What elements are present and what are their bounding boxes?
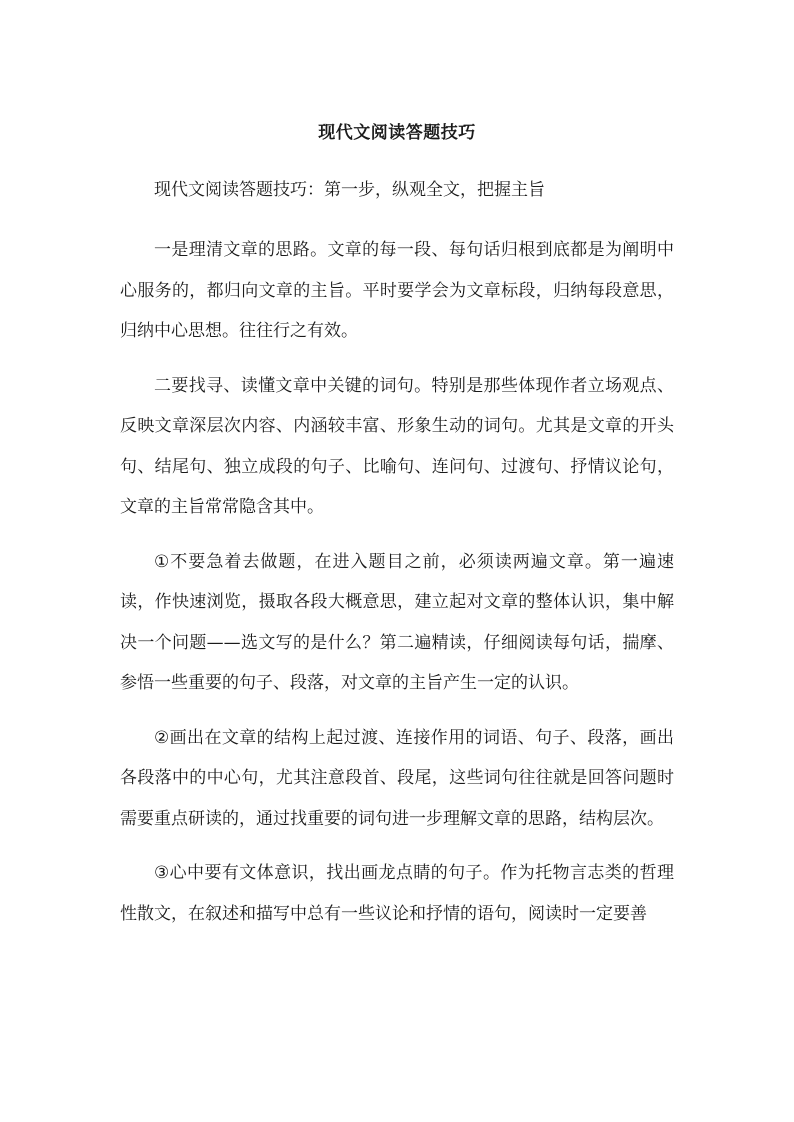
paragraph-1: 一是理清文章的思路。文章的每一段、每句话归根到底都是为阐明中心服务的，都归向文章的主旨。平时要学会为文章标段，归纳每段意思，归纳中心思想。往往行之有效。	[120, 240, 674, 341]
body-content	[120, 230, 674, 948]
paragraph-5: ③心中要有文体意识，找出画龙点睛的句子。作为托物言志类的哲理性散文，在叙述和描写中总有一些议论和抒情的语句，阅读时一定要善	[120, 863, 674, 924]
paragraph-4: ②画出在文章的结构上起过渡、连接作用的词语、句子、段落，画出各段落中的中心句，尤其注意段首、段尾，这些词句往往就是回答问题时需要重点研读的，通过找重要的词句进一步理解文章的思路，结构层次。	[120, 727, 674, 829]
page-title: 现代文阅读答题技巧	[318, 123, 476, 143]
paragraph-2: 二要找寻、读懂文章中关键的词句。特别是那些体现作者立场观点、反映文章深层次内容、内涵较丰富、形象生动的词句。尤其是文章的开头句、结尾句、独立成段的句子、比喻句、连问句、过渡句、抒情议论句，文章的主旨常常隐含其中。	[120, 375, 674, 517]
section-heading: 现代文阅读答题技巧：第一步，纵观全文，把握主旨	[154, 180, 545, 200]
paragraph-3: ①不要急着去做题，在进入题目之前，必须读两遍文章。第一遍速读，作快速浏览，摄取各段大概意思，建立起对文章的整体认识，集中解决一个问题——选文写的是什么？第二遍精读，仔细阅读每句话，揣摩、参悟一些重要的句子、段落，对文章的主旨产生一定的认识。	[120, 551, 674, 693]
